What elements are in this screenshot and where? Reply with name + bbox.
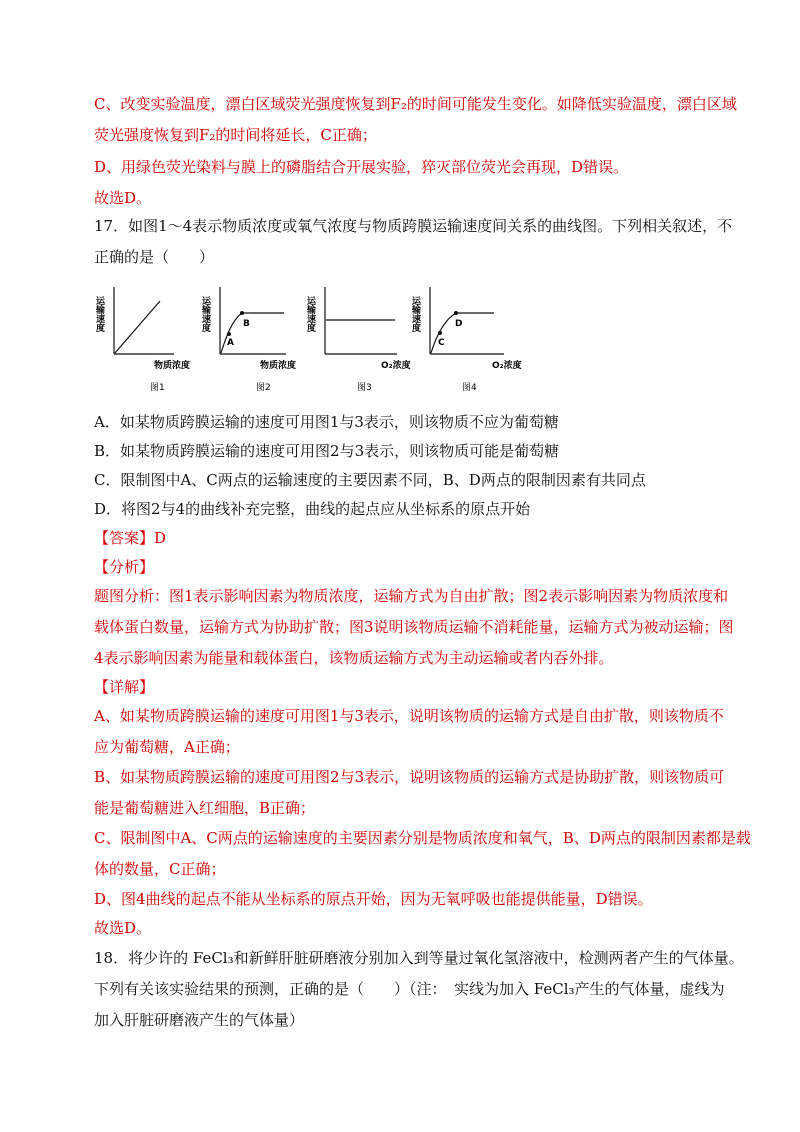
figure-1-ylabel: 运输速度	[94, 296, 104, 332]
point-d-marker	[454, 311, 458, 315]
q17-answer: 【答案】D	[94, 529, 167, 547]
figure-2-ylabel: 运输速度	[200, 296, 210, 332]
point-b-marker	[240, 311, 244, 315]
q17-analysis-heading: 【分析】	[94, 558, 155, 576]
q17-detail-line6: 体的数量，C正确；	[94, 860, 226, 878]
figure-1	[94, 282, 191, 397]
q17-option-b: B．如某物质跨膜运输的速度可用图2与3表示，则该物质可能是葡萄糖	[94, 442, 560, 460]
q17-detail-line4: 能是葡萄糖进入红细胞，B正确；	[94, 799, 316, 817]
q17-detail-line2: 应为葡萄糖，A正确；	[94, 738, 240, 756]
q16-option-d-line: D、用绿色荧光染料与膜上的磷脂结合开展实验，猝灭部位荧光会再现，D错误。	[94, 158, 629, 176]
figure-3-xlabel: O₂浓度	[381, 361, 411, 371]
q17-stem-line1: 17．如图1～4表示物质浓度或氧气浓度与物质跨膜运输速度间关系的曲线图。下列相关叙述，不	[94, 217, 733, 235]
q17-detail-line1: A、如某物质跨膜运输的速度可用图1与3表示，说明该物质的运输方式是自由扩散，则该物质不	[94, 707, 724, 725]
figure-3	[305, 282, 411, 397]
q17-detail-heading: 【详解】	[94, 678, 155, 696]
figure-4-xlabel: O₂浓度	[492, 361, 522, 371]
figure-4-ylabel: 运输速度	[410, 296, 420, 332]
q17-detail-line5: C、限制图中A、C两点的运输速度的主要因素分别是物质浓度和氧气，B、D两点的限制因素都是载	[94, 829, 751, 847]
q17-option-d: D．将图2与4的曲线补充完整，曲线的起点应从坐标系的原点开始	[94, 500, 531, 518]
q17-analysis-line3: 4表示影响因素为能量和载体蛋白，该物质运输方式为主动运输或者内吞外排。	[94, 649, 614, 667]
q17-detail-line3: B、如某物质跨膜运输的速度可用图2与3表示，说明该物质的运输方式是协助扩散，则该物质可	[94, 768, 725, 786]
figure-2-caption: 图2	[256, 383, 271, 393]
point-c-label: C	[438, 338, 445, 348]
q17-stem-line2: 正确的是（ ）	[94, 248, 215, 266]
q18-stem-line3: 加入肝脏研磨液产生的气体量）	[94, 1011, 305, 1029]
q16-option-c-line2: 荧光强度恢复到F₂的时间将延长，C正确；	[94, 126, 377, 144]
point-d-label: D	[455, 319, 463, 329]
point-a-label: A	[227, 338, 234, 348]
figure-2	[200, 282, 297, 397]
point-a-marker	[227, 332, 231, 336]
q17-option-a: A．如某物质跨膜运输的速度可用图1与3表示，则该物质不应为葡萄糖	[94, 413, 559, 431]
figure-1-xlabel: 物质浓度	[154, 361, 191, 371]
q17-option-c: C．限制图中A、C两点的运输速度的主要因素不同，B、D两点的限制因素有共同点	[94, 471, 646, 489]
q17-analysis-line1: 题图分析：图1表示影响因素为物质浓度，运输方式为自由扩散；图2表示影响因素为物质浓度和	[94, 587, 729, 605]
q17-detail-line7: D、图4曲线的起点不能从坐标系的原点开始，因为无氧呼吸也能提供能量，D错误。	[94, 890, 653, 908]
figure-2-xlabel: 物质浓度	[260, 361, 297, 371]
q16-conclusion: 故选D。	[94, 189, 152, 207]
point-c-marker	[438, 331, 442, 335]
figure-1-caption: 图1	[150, 383, 165, 393]
figure-3-ylabel: 运输速度	[305, 296, 315, 332]
figure-3-caption: 图3	[357, 383, 372, 393]
q17-conclusion: 故选D。	[94, 919, 152, 937]
q17-analysis-line2: 载体蛋白数量，运输方式为协助扩散；图3说明该物质运输不消耗能量，运输方式为被动运输；图	[94, 618, 734, 636]
figure-4	[410, 282, 524, 397]
q18-stem-line1: 18．将少许的 FeCl₃和新鲜肝脏研磨液分别加入到等量过氧化氢溶液中，检测两者产生的气体量。	[94, 949, 744, 967]
q18-stem-line2: 下列有关该实验结果的预测，正确的是（ ）（注： 实线为加入 FeCl₃产生的气体量，虚线为	[94, 980, 725, 998]
q16-option-c-line1: C、改变实验温度，漂白区域荧光强度恢复到F₂的时间可能发生变化。如降低实验温度，漂白区域	[94, 95, 737, 113]
point-b-label: B	[243, 319, 250, 329]
figure-4-caption: 图4	[462, 383, 477, 393]
